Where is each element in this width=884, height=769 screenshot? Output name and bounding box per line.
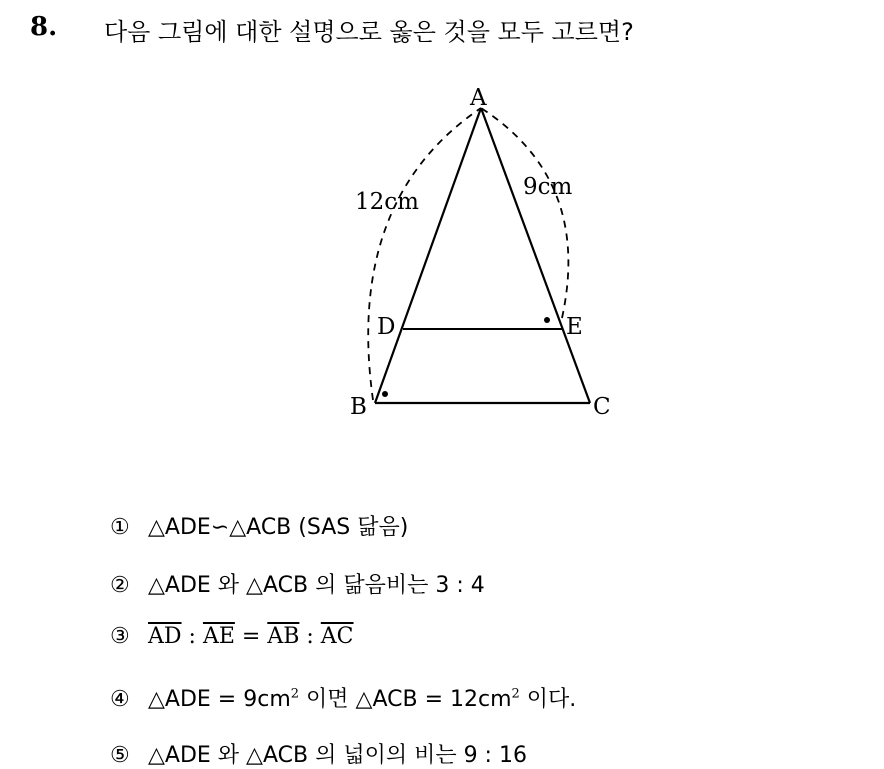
choice-2-number: ②: [110, 573, 130, 598]
side-ab: [375, 108, 481, 403]
label-length-ac: 9cm: [523, 174, 573, 200]
choice-3: [110, 624, 354, 649]
choice-4-part-1: △ADE = 9cm: [148, 687, 291, 712]
choice-5-number: ⑤: [110, 743, 130, 768]
choice-5-text: △ADE 와 △ACB 의 넓이의 비는 9 : 16: [148, 743, 527, 768]
segment-ab: $\overline{AB}$: [267, 624, 300, 649]
label-length-ab: 12cm: [355, 189, 419, 215]
angle-mark-e: [544, 317, 550, 323]
side-ac: [481, 108, 590, 403]
segment-ae: $\overline{AE}$: [202, 624, 235, 649]
choice-1-number: ①: [110, 515, 130, 540]
choice-3-number: ③: [110, 624, 130, 649]
choice-2-text: △ADE 와 △ACB 의 닮음비는 3 : 4: [148, 573, 485, 598]
choice-1: [110, 510, 408, 541]
arc-ab: [368, 108, 481, 400]
arc-ae: [481, 108, 568, 318]
question-number: 8.: [30, 12, 58, 42]
choice-4-exponent-2: 2: [511, 686, 520, 702]
choice-4-part-2: 이면 △ACB = 12cm: [299, 687, 512, 712]
choice-4-number: ④: [110, 687, 130, 712]
choice-4: [110, 682, 576, 713]
question-text: 다음 그림에 대한 설명으로 옳은 것을 모두 고르면?: [104, 18, 634, 46]
choice-4-part-3: 이다.: [519, 687, 577, 712]
choice-2: [110, 568, 485, 599]
label-b: B: [350, 394, 367, 420]
equals-sign: =: [234, 624, 268, 649]
ratio-sep-2: :: [299, 624, 321, 649]
label-d: D: [377, 314, 396, 340]
segment-ac: $\overline{AC}$: [320, 624, 354, 649]
choice-5: [110, 738, 527, 769]
ratio-sep-1: :: [181, 624, 203, 649]
triangle-figure: [330, 80, 630, 430]
label-c: C: [593, 394, 611, 420]
label-a: A: [470, 85, 487, 111]
segment-ad: $\overline{AD}$: [148, 624, 182, 649]
angle-mark-b: [382, 391, 388, 397]
choice-4-exponent-1: 2: [290, 686, 300, 702]
label-e: E: [566, 314, 583, 340]
choice-1-text: △ADE∽△ACB (SAS 닮음): [148, 515, 409, 540]
